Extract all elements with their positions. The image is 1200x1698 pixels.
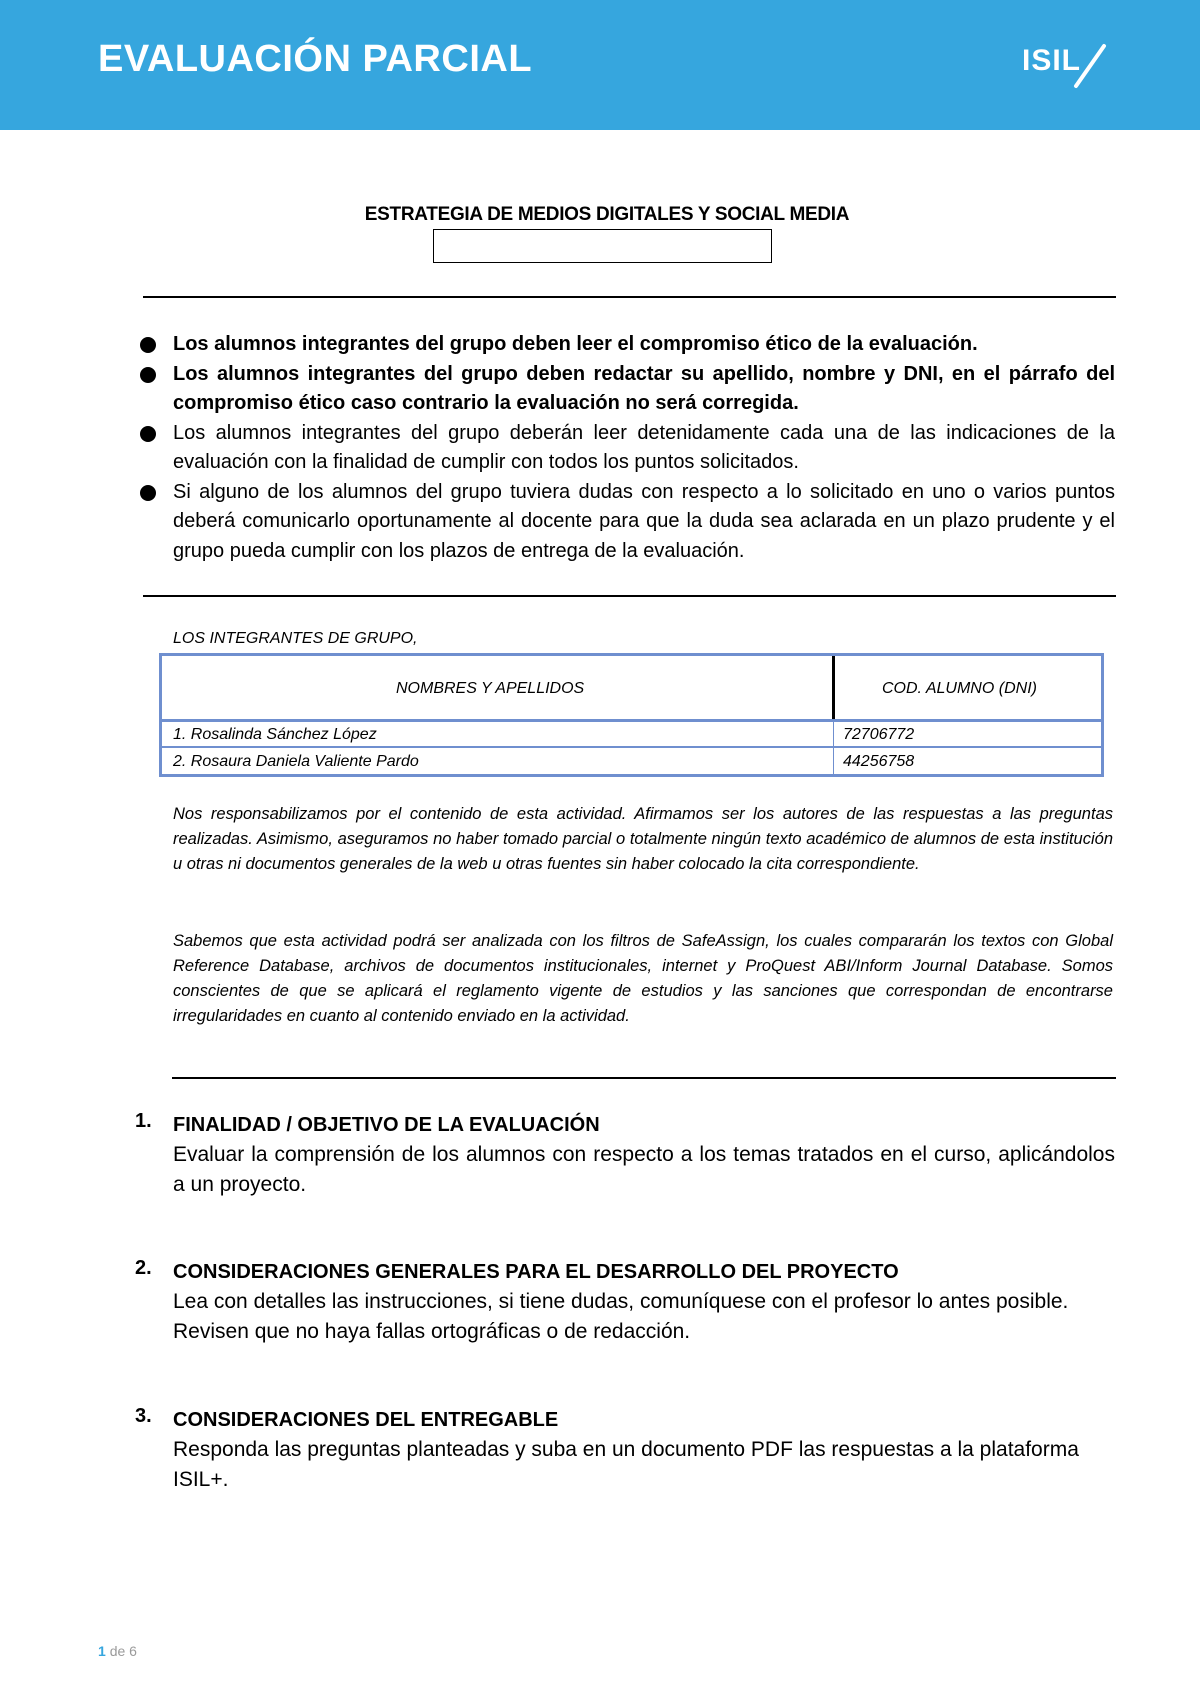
table-divider [162,746,1101,748]
section-body: Lea con detalles las instrucciones, si tiene dudas, comuníquese con el profesor lo antes posible. [173,1290,1069,1313]
isil-logo: ISIL [1022,44,1082,77]
list-item [140,360,1115,419]
list-item [140,419,1115,478]
member-name: 2. Rosaura Daniela Valiente Pardo [173,753,419,770]
table-divider [832,656,835,722]
section-body: Responda las preguntas planteadas y suba en un documento PDF las respuestas a la plataforma ISIL+. [173,1438,1079,1491]
bullet-icon [140,426,156,442]
bullet-icon [140,367,156,383]
section-title: FINALIDAD / OBJETIVO DE LA EVALUACIÓN [173,1114,600,1136]
column-header-name: NOMBRES Y APELLIDOS [396,680,585,697]
section-body: Revisen que no haya fallas ortográficas o de redacción. [173,1320,691,1343]
rule-text: Los alumnos integrantes del grupo deberán leer detenidamente cada una de las indicaciones de la evaluación con la finalidad de cumplir con todos los puntos solicitados. [173,421,1115,473]
pledge-paragraph: Nos responsabilizamos por el contenido de esta actividad. Afirmamos ser los autores de las respuestas a las preguntas realizadas. Asimismo, aseguramos no haber tomado parcial o totalmente ningún texto académico de alumnos de esta institución u otras ni documentos generales de la web u otras fuentes sin haber colocado la cita correspondiente. [173,805,1113,873]
table-divider [162,719,1101,722]
page-current: 1 [98,1643,106,1659]
list-item [140,330,1115,360]
bullet-icon [140,337,156,353]
divider-middle [143,595,1116,597]
logo-slash-icon [1070,40,1110,92]
rule-text: Si alguno de los alumnos del grupo tuviera dudas con respecto a lo solicitado en uno o varios puntos deberá comunicarlo oportunamente al docente para que la duda sea aclarada en un plazo prudente y el grupo pueda cumplir con los plazos de entrega de la evaluación. [173,480,1115,562]
divider-bottom [172,1077,1116,1079]
table-divider [833,722,834,777]
course-title: ESTRATEGIA DE MEDIOS DIGITALES Y SOCIAL MEDIA [364,204,850,225]
member-code: 72706772 [843,726,915,743]
rule-text: Los alumnos integrantes del grupo deben leer el compromiso ético de la evaluación. [173,333,978,355]
section-objective [135,1110,1115,1200]
bullet-icon [140,485,156,501]
divider-top [143,296,1116,298]
section-general [135,1257,1115,1347]
header-band [0,0,1200,130]
page-number [98,1643,137,1659]
group-label: LOS INTEGRANTES DE GRUPO, [173,630,418,647]
section-body: Evaluar la comprensión de los alumnos con respecto a los temas tratados en el curso, aplicándolos a un proyecto. [173,1143,1115,1196]
member-name: 1. Rosalinda Sánchez López [173,726,377,743]
rule-text: Los alumnos integrantes del grupo deben redactar su apellido, nombre y DNI, en el párrafo del compromiso ético caso contrario la evaluación no será corregida. [173,362,1115,414]
rules-list [140,330,1115,566]
section-number: 2. [135,1257,152,1279]
section-title: CONSIDERACIONES GENERALES PARA EL DESARROLLO DEL PROYECTO [173,1261,899,1283]
member-code: 44256758 [843,753,915,770]
section-title: CONSIDERACIONES DEL ENTREGABLE [173,1409,559,1431]
column-header-code: COD. ALUMNO (DNI) [882,680,1037,697]
section-number: 3. [135,1405,152,1427]
section-number: 1. [135,1110,152,1132]
page-total: de 6 [109,1643,137,1659]
list-item [140,478,1115,567]
section-deliverable [135,1405,1115,1495]
members-table [159,653,1104,777]
title-box [433,229,772,263]
document-title: EVALUACIÓN PARCIAL [98,38,533,80]
pledge-paragraph: Sabemos que esta actividad podrá ser analizada con los filtros de SafeAssign, los cuales compararán los textos con Global Reference Database, archivos de documentos institucionales, internet y ProQuest ABI/Inform Journal Database. Somos conscientes de que se aplicará el reglamento vigente de estudios y las sanciones que correspondan de encontrarse irregularidades en cuanto al contenido enviado en la actividad. [173,932,1113,1025]
